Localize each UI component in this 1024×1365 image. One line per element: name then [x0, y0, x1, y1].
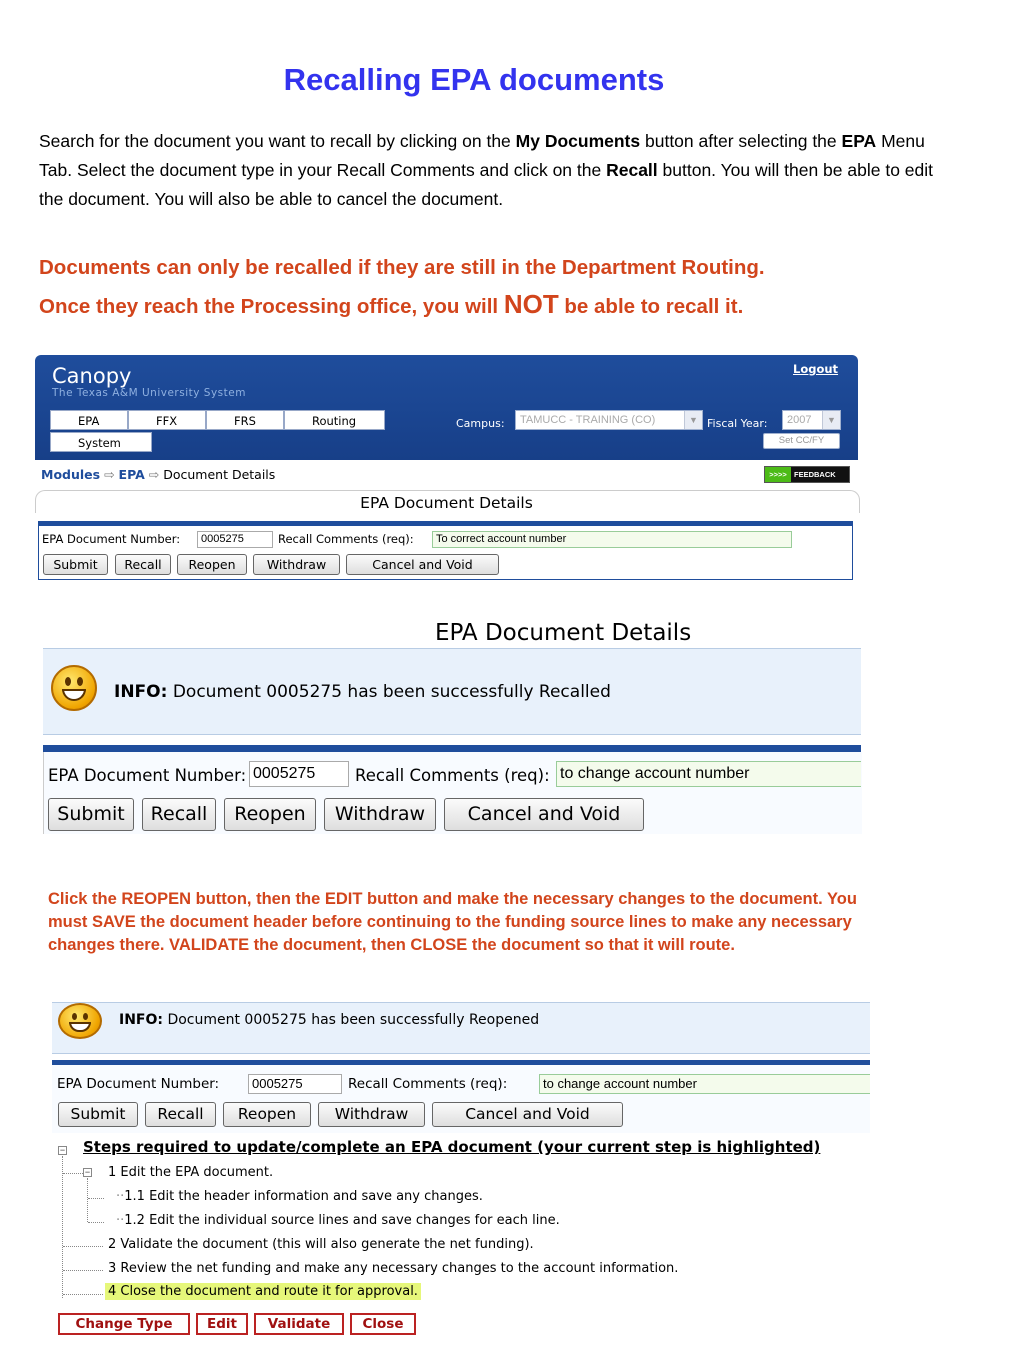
page-title: Recalling EPA documents — [283, 62, 665, 97]
intro-recall: Recall — [606, 160, 658, 180]
tab-system[interactable]: System — [50, 432, 152, 452]
edit-button[interactable]: Edit — [196, 1313, 248, 1335]
recall-button[interactable]: Recall — [145, 1102, 216, 1127]
recall-button[interactable]: Recall — [142, 798, 216, 831]
tree-branch — [88, 1198, 104, 1199]
info-message — [119, 1012, 539, 1028]
breadcrumb-sep-icon: ⇨ — [104, 467, 115, 482]
validate-button[interactable]: Validate — [254, 1313, 344, 1335]
app-name: Canopy — [52, 364, 132, 388]
recall-comments-input[interactable]: To correct account number — [432, 531, 792, 548]
breadcrumb — [41, 467, 275, 482]
info-message-box-3 — [52, 1002, 870, 1054]
fiscal-year-value: 2007 — [787, 414, 812, 426]
reopen-button[interactable]: Reopen — [223, 1102, 311, 1127]
intro-epa: EPA — [841, 131, 877, 151]
cancel-and-void-button[interactable]: Cancel and Void — [346, 554, 499, 575]
step-3: 3 Review the net funding and make any necessary changes to the account information. — [108, 1261, 679, 1276]
form-top-bar — [43, 745, 861, 752]
tab-ffx[interactable]: FFX — [128, 410, 206, 430]
chevron-down-icon: ▼ — [822, 411, 840, 429]
smiley-icon — [51, 665, 97, 711]
warning-not: NOT — [503, 289, 559, 319]
recall-comments-label: Recall Comments (req): — [355, 766, 550, 785]
tab-routing[interactable]: Routing — [284, 410, 385, 430]
change-type-button[interactable]: Change Type — [58, 1313, 190, 1335]
step-4-current: 4 Close the document and route it for approval. — [105, 1283, 421, 1300]
fiscal-year-select[interactable] — [782, 410, 841, 430]
app-subtitle: The Texas A&M University System — [52, 387, 246, 399]
fiscal-year-label: Fiscal Year: — [707, 417, 768, 430]
smiley-icon — [58, 1003, 102, 1039]
doc-number-input[interactable]: 0005275 — [248, 1074, 342, 1094]
cancel-and-void-button[interactable]: Cancel and Void — [444, 798, 644, 831]
intro-text-4: button. You will then be able to edit the document. You will also be able to cancel the document. — [39, 160, 934, 209]
intro-text-1: Search for the document you want to recall by clicking on the — [39, 131, 516, 151]
logout-link[interactable]: Logout — [793, 362, 839, 376]
step-1-1-text: 1.1 Edit the header information and save any changes. — [124, 1189, 483, 1204]
tree-line — [87, 1178, 88, 1222]
doc-number-label: EPA Document Number: — [48, 766, 247, 785]
info-text: Document 0005275 has been successfully Recalled — [167, 682, 611, 702]
recall-button[interactable]: Recall — [115, 554, 171, 575]
tab-frs[interactable]: FRS — [206, 410, 284, 430]
campus-value: TAMUCC - TRAINING (CO) — [520, 414, 656, 426]
intro-paragraph — [39, 127, 959, 214]
cancel-and-void-button[interactable]: Cancel and Void — [432, 1102, 623, 1127]
instructions-text: Click the REOPEN button, then the EDIT button and make the necessary changes to the document. You must SAVE the document header before continuing to the funding source lines to make any necessary changes there. VALIDATE the document, then CLOSE the document so that it will route. — [48, 890, 857, 954]
tree-line — [62, 1156, 63, 1298]
submit-button[interactable]: Submit — [48, 798, 134, 831]
collapse-icon[interactable]: − — [59, 1145, 66, 1155]
recall-comments-label: Recall Comments (req): — [348, 1076, 508, 1092]
feedback-arrows-icon: >>>> — [765, 467, 791, 482]
tree-branch — [88, 1222, 104, 1223]
intro-text-2: button after selecting the — [640, 131, 842, 151]
step-1: 1 Edit the EPA document. — [108, 1165, 274, 1180]
step-2: 2 Validate the document (this will also generate the net funding). — [108, 1237, 534, 1252]
warning-line-2b: be able to recall it. — [558, 295, 744, 318]
tree-branch — [63, 1294, 103, 1295]
recall-comments-input[interactable]: to change account number — [539, 1074, 870, 1094]
doc-number-label: EPA Document Number: — [42, 532, 181, 546]
step-1-2-text: 1.2 Edit the individual source lines and save changes for each line. — [124, 1213, 560, 1228]
document-details-title-2: EPA Document Details — [435, 620, 692, 646]
intro-text-3: Menu Tab. Select the document type in your Recall Comments and click on the — [39, 131, 925, 180]
chevron-down-icon: ▼ — [684, 411, 702, 429]
collapse-icon[interactable]: − — [84, 1167, 91, 1177]
close-button[interactable]: Close — [350, 1313, 416, 1335]
warning-line-1: Documents can only be recalled if they are still in the Department Routing. — [39, 256, 765, 279]
campus-select[interactable] — [515, 410, 703, 430]
recall-comments-label: Recall Comments (req): — [278, 532, 414, 546]
doc-number-input[interactable]: 0005275 — [249, 761, 349, 787]
app-header — [35, 355, 858, 460]
withdraw-button[interactable]: Withdraw — [253, 554, 340, 575]
recall-comments-input[interactable]: to change account number — [556, 761, 861, 787]
tree-branch — [63, 1173, 83, 1174]
campus-label: Campus: — [456, 417, 505, 430]
reopen-button[interactable]: Reopen — [177, 554, 247, 575]
doc-number-input[interactable]: 0005275 — [197, 531, 273, 548]
tree-branch — [63, 1246, 103, 1247]
doc-number-label: EPA Document Number: — [57, 1076, 220, 1092]
warning-line-2a: Once they reach the Processing office, you will — [39, 295, 504, 318]
set-ccfy-button[interactable]: Set CC/FY — [763, 433, 840, 449]
warning-text — [39, 249, 939, 325]
reopen-button[interactable]: Reopen — [224, 798, 316, 831]
document-details-title: EPA Document Details — [360, 494, 533, 512]
withdraw-button[interactable]: Withdraw — [324, 798, 436, 831]
tree-branch — [63, 1270, 103, 1271]
info-label: INFO: — [114, 682, 168, 702]
submit-button[interactable]: Submit — [43, 554, 108, 575]
intro-my-documents: My Documents — [515, 131, 641, 151]
feedback-button[interactable] — [764, 466, 850, 483]
breadcrumb-current: Document Details — [163, 467, 276, 482]
steps-header: Steps required to update/complete an EPA document (your current step is highlighted) — [83, 1138, 821, 1156]
feedback-label: FEEDBACK — [794, 470, 836, 479]
info-label: INFO: — [119, 1012, 163, 1028]
info-message — [114, 682, 611, 702]
withdraw-button[interactable]: Withdraw — [318, 1102, 425, 1127]
step-1-2: ··1.2 Edit the individual source lines and save changes for each line. — [116, 1213, 560, 1228]
breadcrumb-modules[interactable]: Modules — [41, 467, 101, 482]
tab-epa[interactable]: EPA — [50, 410, 128, 430]
info-text: Document 0005275 has been successfully Reopened — [163, 1012, 540, 1028]
warning-line-2 — [39, 286, 939, 325]
step-1-1: ··1.1 Edit the header information and save any changes. — [116, 1189, 483, 1204]
breadcrumb-epa[interactable]: EPA — [118, 467, 145, 482]
breadcrumb-sep-icon: ⇨ — [148, 467, 160, 482]
submit-button[interactable]: Submit — [58, 1102, 138, 1127]
